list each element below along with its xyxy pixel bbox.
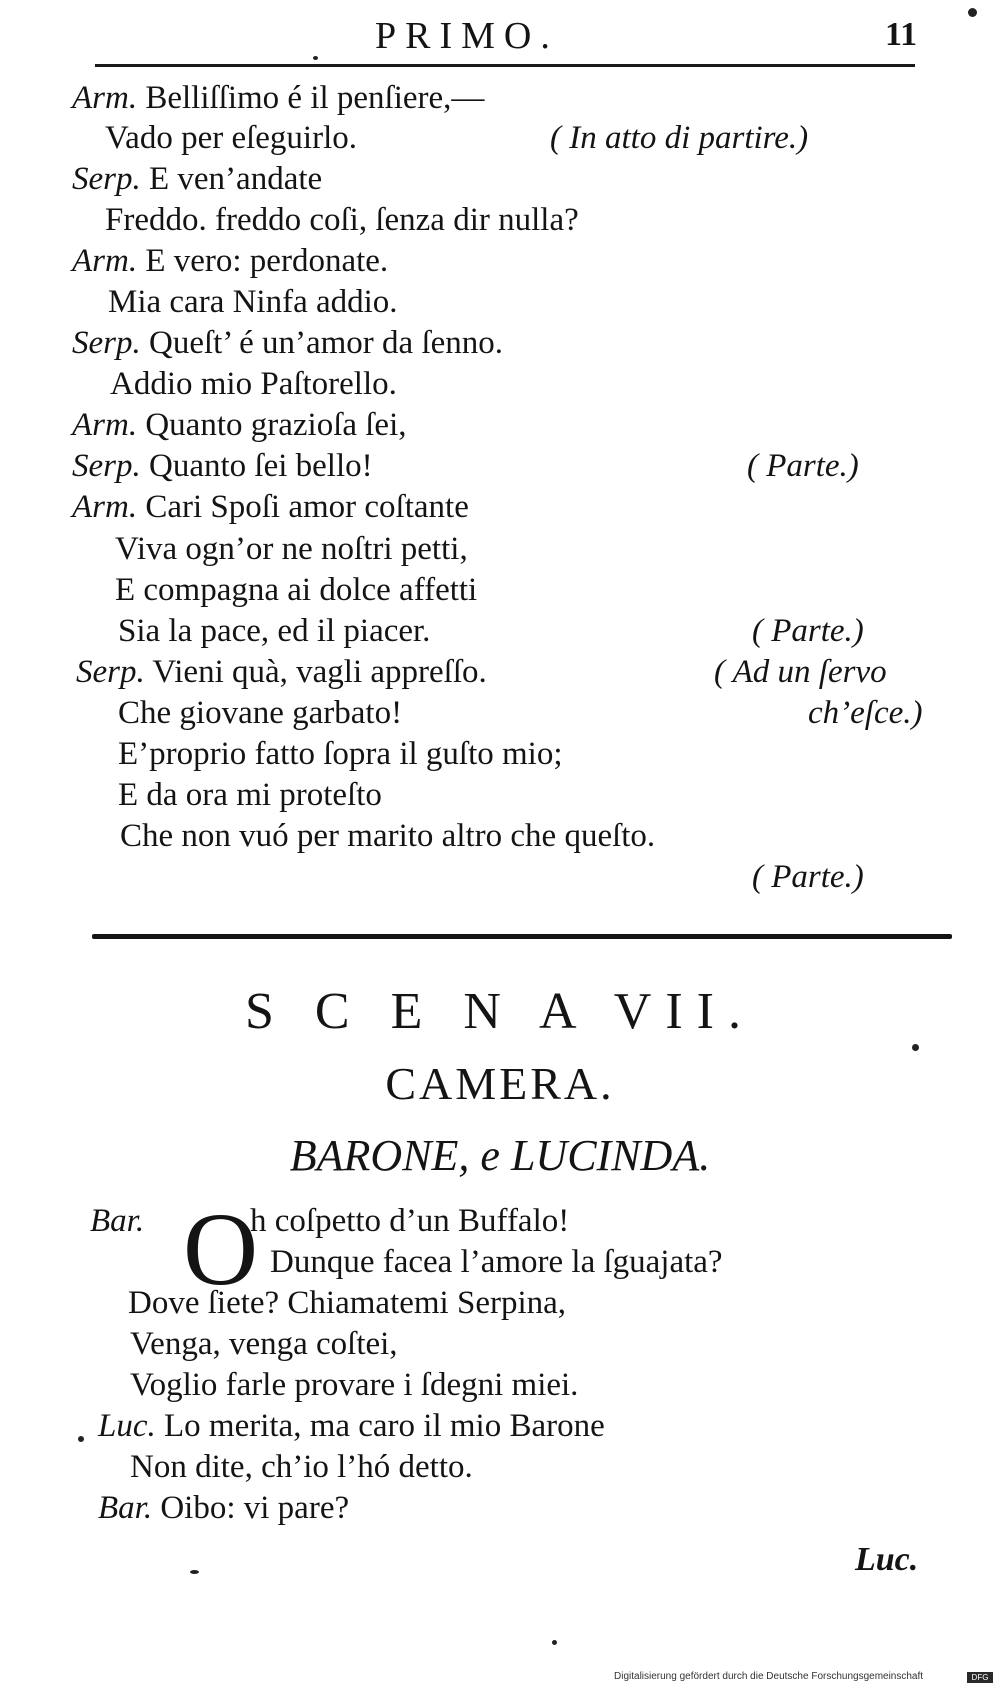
verse-text: E’proprio fatto ſopra il guſto mio; <box>118 736 563 772</box>
verse-line <box>105 122 357 155</box>
scene-characters: BARONE, e LUCINDA. <box>289 1131 711 1180</box>
verse-text: Belliſſimo é il penſiere,— <box>145 80 485 116</box>
verse-line <box>72 450 373 483</box>
verse-line <box>118 738 563 771</box>
verse-line <box>76 656 487 689</box>
stage-direction: ch’eſce.) <box>808 695 923 731</box>
verse-line <box>108 286 398 319</box>
speaker-label: Arm. <box>72 80 138 116</box>
catchword: Luc. <box>855 1541 919 1578</box>
verse-text: E da ora mi proteſto <box>118 777 382 813</box>
verse-line <box>120 820 655 853</box>
verse-text: Non dite, ch’io l’hó detto. <box>130 1449 473 1485</box>
verse-text: E compagna ai dolce affetti <box>115 572 478 608</box>
speaker-label: Luc. <box>98 1408 156 1444</box>
verse-text: Oibo: vi pare? <box>160 1490 350 1526</box>
page-number: 11 <box>885 16 918 53</box>
running-head: PRIMO. <box>375 15 559 57</box>
verse-text: Vado per eſeguirlo. <box>105 120 357 156</box>
verse-text: Vieni quà, vagli appreſſo. <box>152 654 487 690</box>
verse-text: Viva ogn’or ne noſtri petti, <box>115 531 468 567</box>
verse-text: Quanto ſei bello! <box>149 448 373 484</box>
verse-line <box>98 1410 605 1443</box>
verse-text: h coſpetto d’un Buffalo! <box>250 1203 570 1239</box>
ink-speck <box>190 1570 199 1574</box>
ink-speck <box>552 1640 557 1645</box>
verse-line <box>115 574 477 607</box>
ink-speck <box>912 1044 919 1051</box>
verse-text: Mia cara Ninfa addio. <box>108 284 398 320</box>
verse-line <box>72 491 469 524</box>
verse-line <box>128 1287 566 1320</box>
verse-text: Venga, venga coſtei, <box>130 1326 398 1362</box>
ink-speck <box>313 56 318 60</box>
verse-line <box>72 327 503 360</box>
scene-setting: CAMERA. <box>385 1058 615 1109</box>
verse-text: Freddo. freddo coſi, ſenza dir nulla? <box>105 202 579 238</box>
verse-line <box>118 697 402 730</box>
ink-speck <box>968 8 977 17</box>
verse-line <box>115 533 468 566</box>
verse-text: Dove ſiete? Chiamatemi Serpina, <box>128 1285 567 1321</box>
verse-line <box>130 1369 578 1402</box>
verse-text: Quanto grazioſa ſei, <box>145 407 407 443</box>
verse-text: Sia la pace, ed il piacer. <box>118 613 431 649</box>
ink-speck <box>78 1436 84 1442</box>
speaker-label: Arm. <box>72 243 138 279</box>
header-rule <box>95 64 915 67</box>
verse-line <box>270 1246 723 1279</box>
verse-text: Lo merita, ma caro il mio Barone <box>164 1408 605 1444</box>
verse-text: Addio mio Paſtorello. <box>110 366 397 402</box>
speaker-label: Arm. <box>72 489 138 525</box>
verse-line <box>72 163 322 196</box>
stage-direction: ( In atto di partire.) <box>550 120 809 156</box>
scene-divider <box>92 934 952 939</box>
speaker-label: Serp. <box>72 448 141 484</box>
verse-line <box>130 1451 473 1484</box>
verse-line <box>118 779 382 812</box>
verse-text: Queſt’ é un’amor da ſenno. <box>149 325 504 361</box>
verse-text: Cari Spoſi amor coſtante <box>145 489 469 525</box>
verse-line <box>72 82 484 115</box>
verse-line <box>72 245 388 278</box>
speaker-label: Arm. <box>72 407 138 443</box>
verse-text: E vero: perdonate. <box>145 243 389 279</box>
speaker-label: Bar. <box>98 1490 153 1526</box>
verse-text: Che giovane garbato! <box>118 695 403 731</box>
digitization-credit: Digitalisierung gefördert durch die Deutsche Forschungsgemeinschaft <box>614 1671 924 1682</box>
speaker-label: Serp. <box>72 161 141 197</box>
scene-title: S C E N A VII. <box>245 983 755 1040</box>
stage-direction: ( Ad un ſervo <box>714 654 887 690</box>
verse-line <box>105 204 579 237</box>
verse-line <box>98 1492 349 1525</box>
verse-text: Dunque facea l’amore la ſguajata? <box>270 1244 723 1280</box>
verse-line <box>90 1205 144 1238</box>
verse-text: Che non vuó per marito altro che queſto. <box>120 818 656 854</box>
speaker-label: Serp. <box>72 325 141 361</box>
verse-line <box>130 1328 398 1361</box>
drop-cap: O <box>183 1192 259 1307</box>
verse-text: E ven’andate <box>149 161 323 197</box>
stage-direction: ( Parte.) <box>747 448 859 484</box>
verse-line <box>72 409 407 442</box>
verse-line <box>110 368 397 401</box>
stage-direction: ( Parte.) <box>752 613 864 649</box>
speaker-label: Bar. <box>90 1203 145 1239</box>
verse-line <box>250 1205 569 1238</box>
verse-line <box>118 615 430 648</box>
stage-direction: ( Parte.) <box>752 859 864 895</box>
verse-text: Voglio farle provare i ſdegni miei. <box>130 1367 579 1403</box>
speaker-label: Serp. <box>76 654 145 690</box>
dfg-logo: DFG <box>967 1672 993 1683</box>
